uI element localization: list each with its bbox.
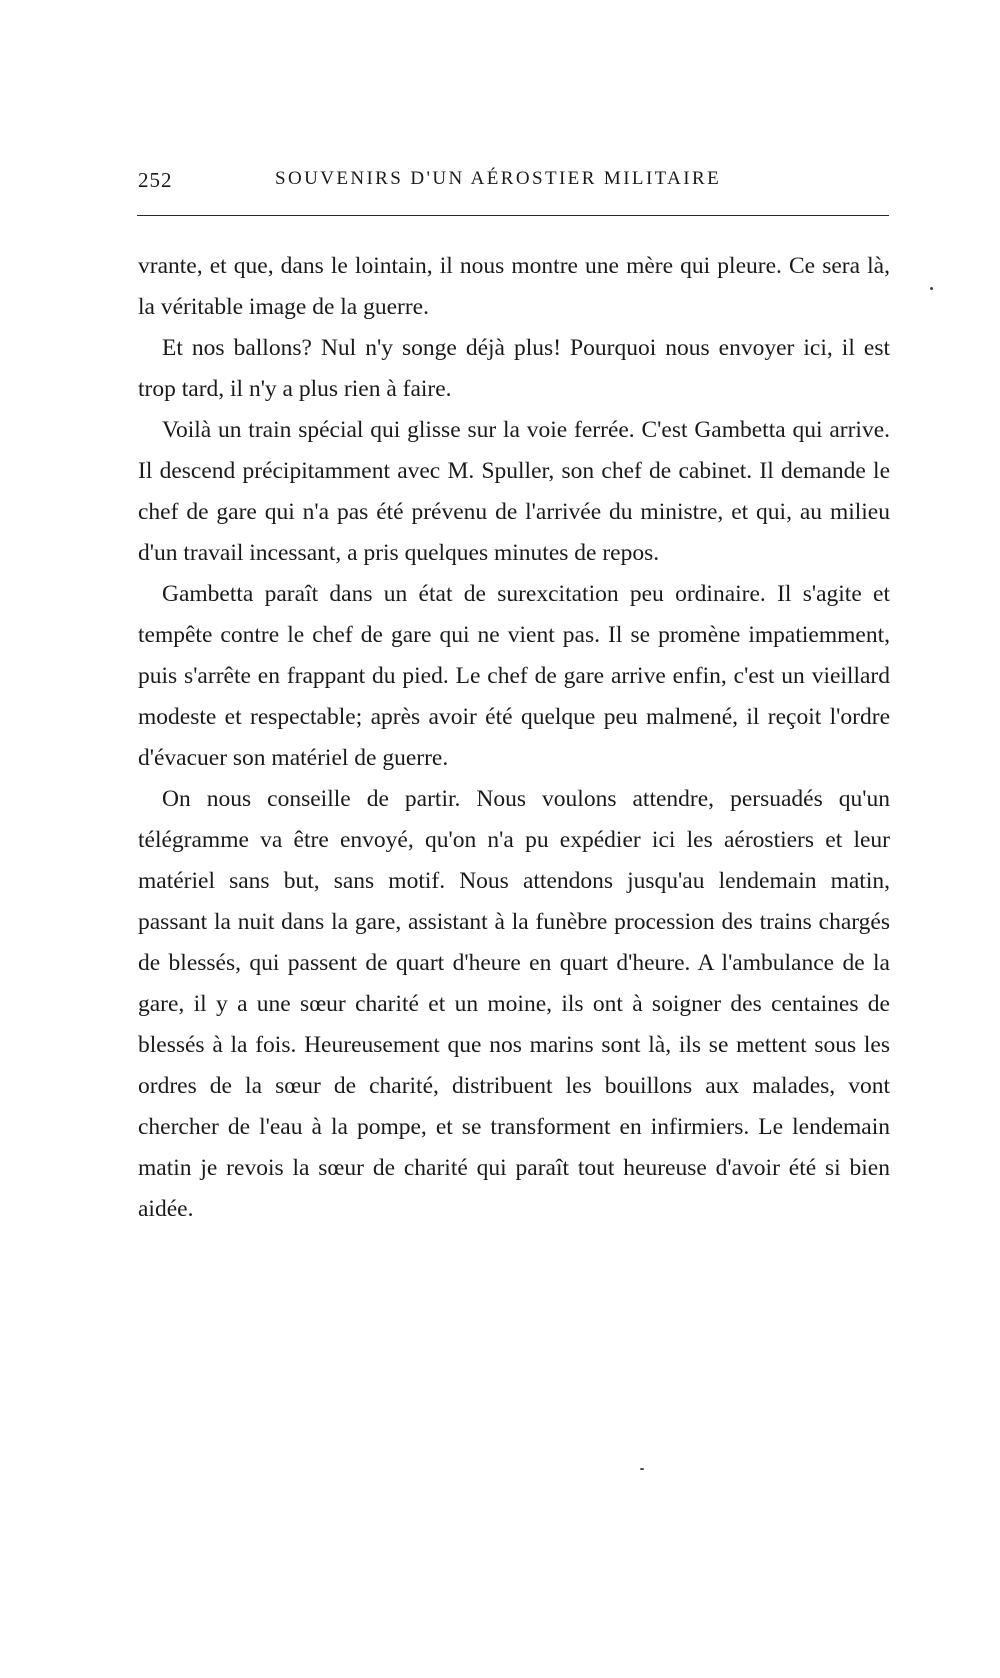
paragraph: Voilà un train spécial qui glisse sur la voie ferrée. C'est Gambetta qui arrive. Il descend précipitamment avec M. Spuller, son chef de cabinet. Il demande le chef de gare qui n'a pas été prévenu de l'arrivée du ministre, et qui, au milieu d'un travail incessant, a pris quelques minutes de repos. — [138, 417, 890, 566]
paragraph: On nous conseille de partir. Nous voulons attendre, persuadés qu'un télégramme va être envoyé, qu'on n'a pu expédier ici les aérostiers et leur matériel sans but, sans motif. Nous attendons jusqu'au lendemain matin, passant la nuit dans la gare, assistant à la funèbre procession des trains chargés de blessés, qui passent de quart d'heure en quart d'heure. A l'ambulance de la gare, il y a une sœur charité et un moine, ils ont à soigner des centaines de blessés à la fois. Heureusement que nos marins sont là, ils se mettent sous les ordres de la sœur de charité, distribuent les bouillons aux malades, vont chercher de l'eau à la pompe, et se transforment en infirmiers. Le lendemain matin je revois la sœur de charité qui paraît tout heureuse d'avoir été si bien aidée. — [138, 786, 890, 1222]
page-number: 252 — [138, 168, 173, 192]
paragraph: Et nos ballons? Nul n'y songe déjà plus! Pourquoi nous envoyer ici, il est trop tard, il n'y a plus rien à faire. — [138, 335, 890, 402]
running-title: SOUVENIRS D'UN AÉROSTIER MILITAIRE — [275, 168, 722, 189]
header-rule — [137, 215, 889, 216]
stray-ink-mark — [640, 1468, 644, 1470]
stray-ink-mark — [930, 287, 933, 290]
paragraph-continued: vrante, et que, dans le lointain, il nous montre une mère qui pleure. Ce sera là, la véritable image de la guerre. — [138, 253, 890, 320]
running-head — [138, 168, 890, 198]
paragraph: Gambetta paraît dans un état de surexcitation peu ordinaire. Il s'agite et tempête contre le chef de gare qui ne vient pas. Il se promène impatiemment, puis s'arrête en frappant du pied. Le chef de gare arrive enfin, c'est un vieillard modeste et respectable; après avoir été quelque peu malmené, il reçoit l'ordre d'évacuer son matériel de guerre. — [138, 581, 890, 771]
body-text — [138, 246, 890, 1230]
